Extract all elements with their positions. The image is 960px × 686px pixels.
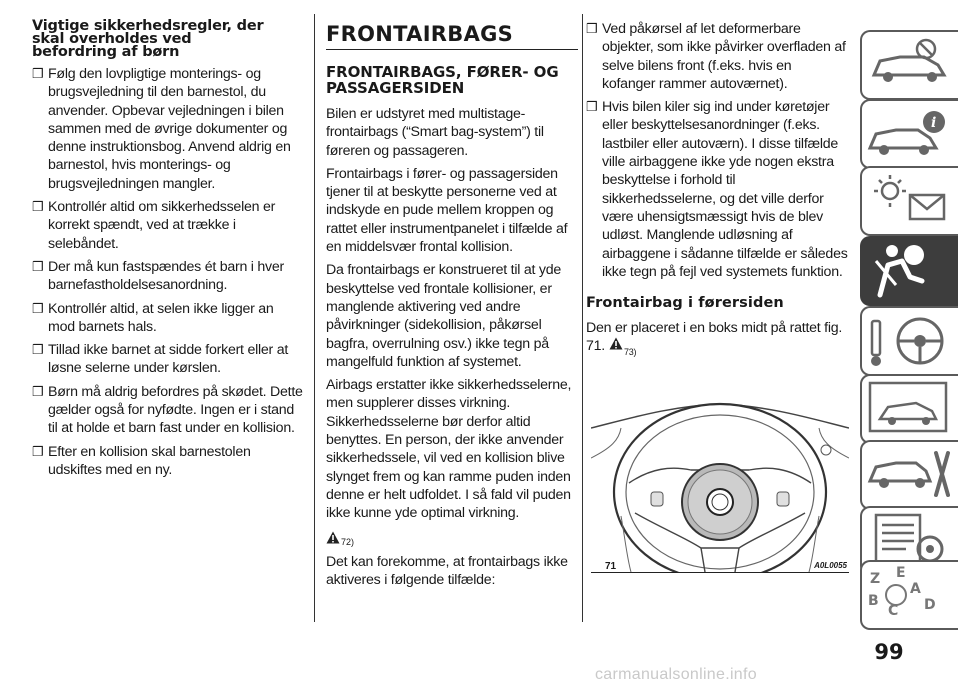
warning-triangle-icon xyxy=(609,337,623,350)
checkbox-bullet-icon: ❒ xyxy=(586,21,598,36)
warning-ref-number: 73) xyxy=(623,347,637,358)
page-number: 99 xyxy=(874,640,904,664)
steering-wheel-figure xyxy=(591,388,849,572)
column-divider xyxy=(314,14,315,622)
paragraph: Den er placeret i en boks midt på rattet fig. 71. $^{73)}$ xyxy=(586,320,843,358)
chapter-tab-car-warning[interactable] xyxy=(860,30,958,100)
list-item: ❒ Ved påkørsel af let deformerbare objekter, som ikke påvirker overfladen af selve bilens front (f.eks. hvis en kofanger rammer autoværnet). xyxy=(586,21,846,92)
chapter-tab-index[interactable] xyxy=(860,560,958,630)
paragraph: Da frontairbags er konstrueret til at yde beskyttelse ved frontale kollisioner, er manglende aktivering ved andre påvirkninger (sidekollision, påkørsel bagfra, overrulning osv.) ikke tegn på mangelfuld funktion af systemet. xyxy=(326,262,561,370)
paragraph: Bilen er udstyret med multistage-frontairbags (“Smart bag-system”) til føreren og passageren. xyxy=(326,106,544,159)
warning-ref-number: 72) xyxy=(341,536,355,547)
svg-text:C: C xyxy=(888,603,899,619)
paragraph: Frontairbags i fører- og passagersiden tjener til at beskytte personerne ved at indskyde en pude mellem kroppen og rattet eller instrumentpanelet i tilfælde af en middelsvær frontal kollision. xyxy=(326,165,568,256)
chapter-tab-steering[interactable] xyxy=(860,306,958,376)
checkbox-bullet-icon: ❒ xyxy=(32,300,44,316)
car-warning-icon xyxy=(866,35,952,93)
chapter-tab-car-info[interactable] xyxy=(860,99,958,169)
section-heading: Frontairbag i førersiden xyxy=(586,295,784,312)
figure-number: 71 xyxy=(605,561,617,572)
list-item: ❒ Hvis bilen kiler sig ind under køretøjer eller beskyttelsesanordninger (f.eks. lastbiler eller autoværn). I disse tilfælde ville airbaggene ikke yde nogen ekstra beskyttelse i forhold til sikkerhedsselerne, og det ville derfor være uhensigtsmæssigt hvis de blev udløst. Manglende udløsning af airbaggene i sådanne tilfælde er således ikke tegn på fejl ved systemets funktion. xyxy=(586,99,848,280)
checkbox-bullet-icon: ❒ xyxy=(32,342,44,358)
checkbox-bullet-icon: ❒ xyxy=(32,66,44,81)
svg-text:A: A xyxy=(910,581,921,597)
dashboard-lights-icon xyxy=(866,171,952,229)
child-safety-list xyxy=(32,65,304,479)
svg-text:i: i xyxy=(931,115,937,131)
checkbox-bullet-icon: ❒ xyxy=(586,99,598,115)
list-item: ❒ Børn må aldrig befordres på skødet. Dette gælder også for nyfødte. Ingen er i stand til at holde et barn fast under en kollision. xyxy=(32,383,303,437)
list-item: ❒ Der må kun fastspændes ét barn i hver barnefastholdelsesanordning. xyxy=(32,258,284,294)
column-child-safety xyxy=(32,20,304,484)
page-title: FRONTAIRBAGS xyxy=(326,22,578,50)
car-breakdown-icon xyxy=(866,379,952,437)
watermark: carmanualsonline.info xyxy=(595,666,757,683)
child-safety-heading: Vigtige sikkerhedsregler, der skal overholdes ved befordring af børn xyxy=(32,18,264,60)
non-activation-list xyxy=(586,20,848,281)
index-letters-icon xyxy=(866,565,952,623)
column-divider xyxy=(582,14,583,622)
figure-caption xyxy=(591,561,849,585)
list-item: ❒ Kontrollér altid, at selen ikke ligger an mod barnets hals. xyxy=(32,300,274,335)
warning-triangle-icon xyxy=(326,531,340,544)
chapter-tab-airbag-seat[interactable] xyxy=(860,236,958,306)
checkbox-bullet-icon: ❒ xyxy=(32,383,44,399)
car-info-icon xyxy=(866,104,952,162)
airbag-seat-icon xyxy=(866,241,952,299)
paragraph: Det kan forekomme, at frontairbags ikke aktiveres i følgende tilfælde: xyxy=(326,553,568,588)
warning-reference xyxy=(326,531,578,553)
list-item: ❒ Følg den lovpligtige monterings- og brugsvejledning til den barnestol, du anvender. Opbevar vejledningen i bilen sammen med de øvrige dokumenter og denne instruktionsbog. Anvend aldrig en barnestol, hvis monterings- og brugsvejledningen mangler. xyxy=(32,66,291,192)
steering-wheel-icon xyxy=(866,311,952,369)
svg-text:Z: Z xyxy=(870,571,881,587)
checkbox-bullet-icon: ❒ xyxy=(32,258,44,274)
chapter-tab-dashboard-lights[interactable] xyxy=(860,166,958,236)
svg-text:D: D xyxy=(924,597,936,613)
figure-code: A0L0055 xyxy=(814,561,847,570)
svg-text:E: E xyxy=(896,565,906,581)
checkbox-bullet-icon: ❒ xyxy=(32,199,44,215)
list-item: ❒ Kontrollér altid om sikkerhedsselen er korrekt spændt, ved at trække i selebåndet. xyxy=(32,199,276,252)
checkbox-bullet-icon: ❒ xyxy=(32,443,44,459)
column-frontairbags xyxy=(326,22,578,589)
list-item: ❒ Tillad ikke barnet at sidde forkert eller at løsne selerne under kørslen. xyxy=(32,342,289,377)
car-tools-icon xyxy=(866,445,952,503)
svg-text:B: B xyxy=(868,593,879,609)
section-heading: FRONTAIRBAGS, FØRER- OG PASSAGERSIDEN xyxy=(326,63,559,97)
column-driver-airbag xyxy=(586,20,848,356)
list-item: ❒ Efter en kollision skal barnestolen udskiftes med en ny. xyxy=(32,443,251,478)
paragraph: Airbags erstatter ikke sikkerhedsselerne, men supplerer disses virkning. Sikkerhedsselerne bør derfor altid benyttes. En person, der ikke anvender sikkerhedssele, vil ved en kollision blive slynget frem og kan ramme puden inden denne er helt udfoldet. I så fald vil puden ikke kunne yde optimal virkning. xyxy=(326,377,572,522)
chapter-tab-car-breakdown[interactable] xyxy=(860,374,958,444)
chapter-tab-car-tools[interactable] xyxy=(860,440,958,510)
